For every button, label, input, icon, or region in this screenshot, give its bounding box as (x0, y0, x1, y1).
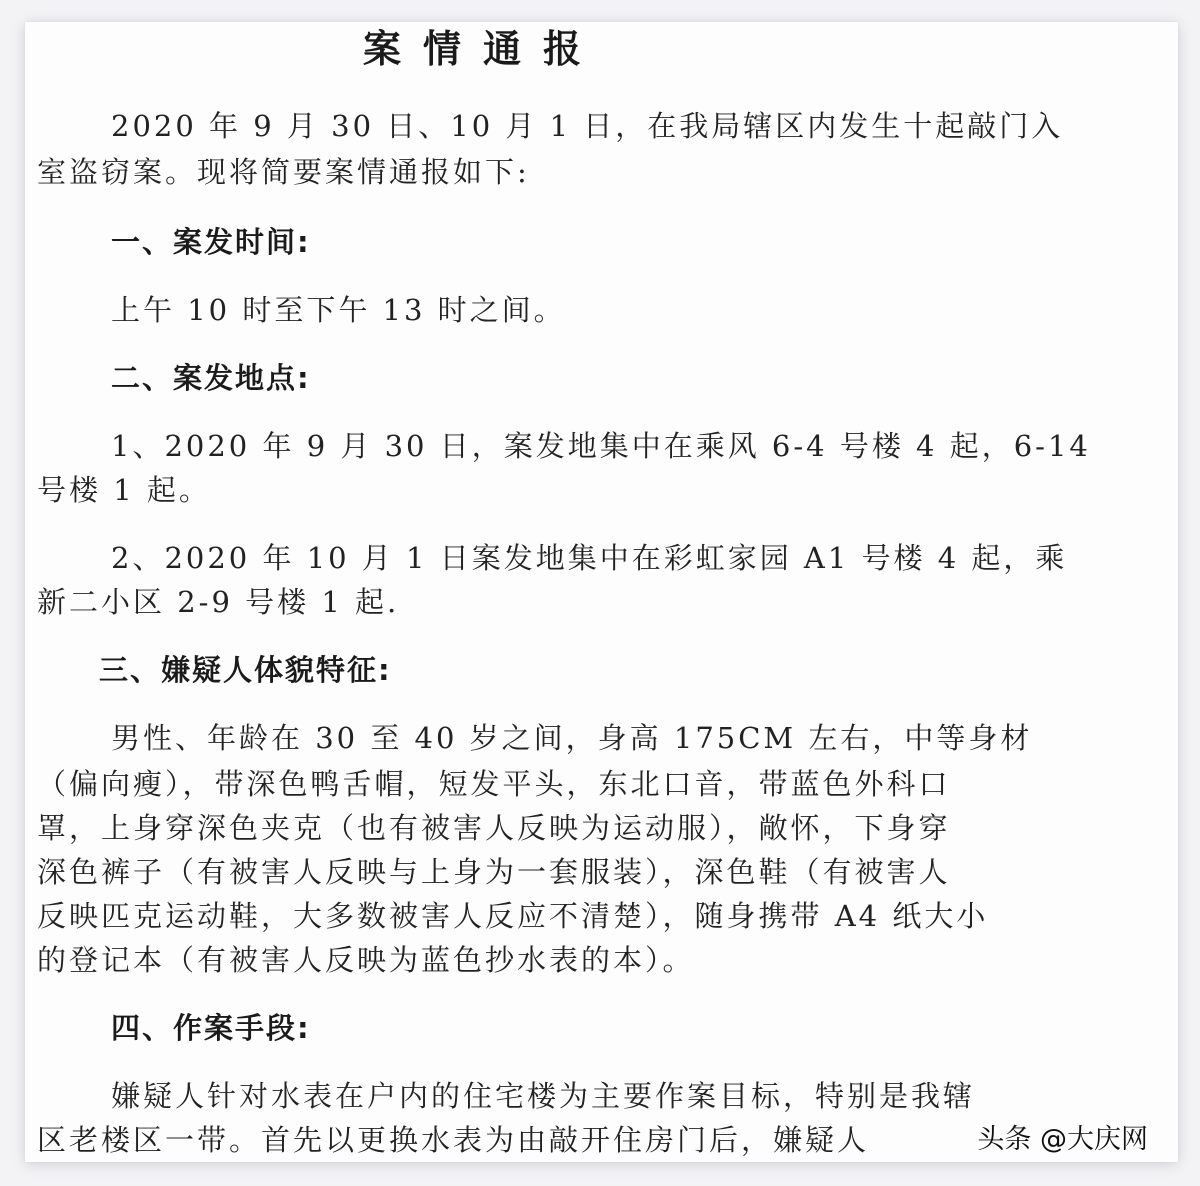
intro-line-2: 室盗窃案。现将简要案情通报如下: (37, 155, 530, 189)
section-heading-location: 二、案发地点: (111, 361, 311, 395)
section-method-line-2: 区老楼区一带。首先以更换水表为由敲开住房门后，嫌疑人 (37, 1123, 870, 1157)
section-suspect-line-1: 男性、年龄在 30 至 40 岁之间，身高 175CM 左右，中等身材 (111, 721, 1033, 755)
section-method-line-1: 嫌疑人针对水表在户内的住宅楼为主要作案目标，特别是我辖 (111, 1079, 976, 1113)
intro-line-1: 2020 年 9 月 30 日、10 月 1 日，在我局辖区内发生十起敲门入 (111, 109, 1064, 143)
section-heading-method: 四、作案手段: (111, 1011, 311, 1045)
section-location-line-2: 号楼 1 起。 (37, 473, 211, 507)
document-title: 案情通报 (363, 27, 604, 71)
section-time-line-1: 上午 10 时至下午 13 时之间。 (111, 293, 566, 327)
watermark: 头条 @大庆网 (975, 1122, 1150, 1158)
section-suspect-line-3: 罩，上身穿深色夹克（也有被害人反映为运动服），敞怀，下身穿 (37, 811, 951, 845)
section-suspect-line-6: 的登记本（有被害人反映为蓝色抄水表的本）。 (37, 943, 695, 977)
section-location-line-3: 2、2020 年 10 月 1 日案发地集中在彩虹家园 A1 号楼 4 起，乘 (111, 541, 1068, 575)
section-suspect-line-2: （偏向瘦），带深色鸭舌帽，短发平头，东北口音，带蓝色外科口 (37, 767, 951, 801)
document-page (25, 22, 1178, 1162)
section-heading-time: 一、案发时间: (111, 225, 311, 259)
section-location-line-4: 新二小区 2-9 号楼 1 起. (37, 585, 400, 619)
section-heading-suspect: 三、嫌疑人体貌特征: (99, 653, 392, 687)
section-suspect-line-4: 深色裤子（有被害人反映与上身为一套服装），深色鞋（有被害人 (37, 855, 951, 889)
section-location-line-1: 1、2020 年 9 月 30 日，案发地集中在乘风 6-4 号楼 4 起，6-14 (111, 429, 1091, 463)
section-suspect-line-5: 反映匹克运动鞋，大多数被害人反应不清楚），随身携带 A4 纸大小 (37, 899, 989, 933)
